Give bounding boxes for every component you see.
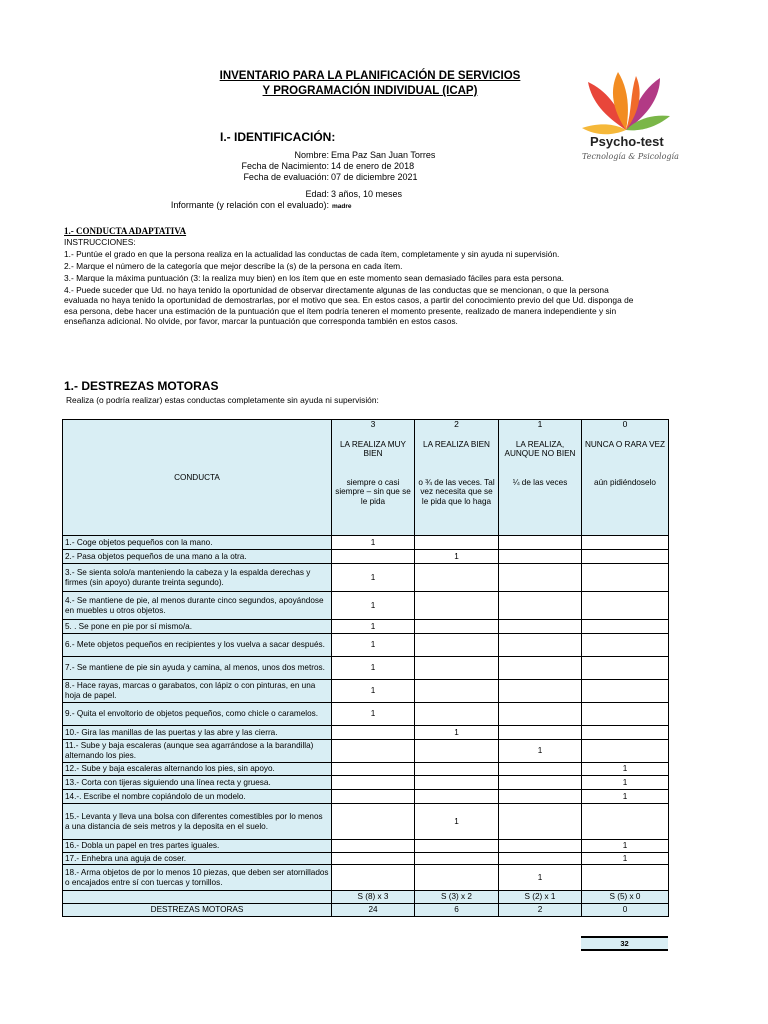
table-row — [63, 840, 669, 853]
score-cell — [582, 703, 669, 726]
item-text: 18.- Arma objetos de por lo menos 10 piezas, que deben ser atornillados o encajados entre sí con tuercas y tornillos. — [63, 865, 332, 891]
item-text: 4.- Se mantiene de pie, al menos durante cinco segundos, apoyándose en muebles u otros objetos. — [63, 592, 332, 620]
score-cell — [499, 776, 582, 790]
score-cell — [332, 865, 415, 891]
score-cell — [415, 564, 499, 592]
item-text: 2.- Pasa objetos pequeños de una mano a la otra. — [63, 550, 332, 564]
table-row — [63, 776, 669, 790]
item-text: 6.- Mete objetos pequeños en recipientes y los vuelva a sacar después. — [63, 634, 332, 657]
document-title-line1: INVENTARIO PARA LA PLANIFICACIÓN DE SERVICIOS — [219, 70, 521, 82]
id-label-age: Edad: — [305, 189, 329, 199]
score-cell — [582, 634, 669, 657]
id-value-age: 3 años, 10 meses — [331, 189, 403, 199]
score-cell — [415, 536, 499, 550]
instruction-4-line1: 4.- Puede suceder que Ud. no haya tenido la oportunidad de observar directamente algunas de las conductas que se mencionan, o que la persona — [64, 285, 609, 295]
table-row — [63, 536, 669, 550]
score-cell — [415, 740, 499, 763]
table-row — [63, 620, 669, 634]
score-cell — [499, 726, 582, 740]
formula-cell: S (8) x 3 — [332, 891, 415, 904]
column-header-2: 2 LA REALIZA BIEN o ¾ de las veces. Tal vez necesita que se le pida que lo haga — [415, 420, 499, 536]
score-cell — [332, 740, 415, 763]
score-cell — [499, 840, 582, 853]
score-cell: 1 — [332, 634, 415, 657]
table-row — [63, 804, 669, 840]
formula-row — [63, 891, 669, 904]
score-cell — [582, 657, 669, 680]
id-label-birthdate: Fecha de Nacimiento: — [241, 161, 329, 171]
logo-text: Psycho-test — [590, 134, 664, 149]
score-cell — [415, 840, 499, 853]
score-cell: 1 — [332, 703, 415, 726]
item-text: 17.- Enhebra una aguja de coser. — [63, 853, 332, 865]
id-label-informant: Informante (y relación con el evaluado): — [170, 200, 329, 210]
item-text: 15.- Levanta y lleva una bolsa con diferentes comestibles por lo menos a una distancia de seis metros y la deposita en el suelo. — [63, 804, 332, 840]
instruction-3: 3.- Marque la máxima puntuación (3: la realiza muy bien) en los ítem que en este momento sean demasiado fáciles para esta persona. — [64, 273, 564, 283]
score-cell: 1 — [415, 550, 499, 564]
score-cell — [415, 657, 499, 680]
item-text: 7.- Se mantiene de pie sin ayuda y camina, al menos, unos dos metros. — [63, 657, 332, 680]
score-cell — [332, 550, 415, 564]
score-cell — [332, 790, 415, 804]
total-cell: 24 — [332, 904, 415, 917]
score-cell — [499, 703, 582, 726]
instruction-4-line3: esa persona, debe hacer una estimación de la puntuación que el ítem podría teneren el momento presente, realizado de manera independiente y sin — [64, 306, 617, 316]
table-row — [63, 564, 669, 592]
total-cell: 6 — [415, 904, 499, 917]
psycho-test-logo — [578, 68, 679, 168]
instruction-4-line4: enseñanza adicional. No olvide, por favor, marcar la puntuación que corresponda también en estos casos. — [64, 316, 458, 326]
item-text: 12.- Sube y baja escaleras alternando los pies, sin apoyo. — [63, 763, 332, 776]
score-cell — [415, 853, 499, 865]
score-cell — [415, 620, 499, 634]
formula-cell: S (2) x 1 — [499, 891, 582, 904]
score-cell — [499, 790, 582, 804]
score-cell: 1 — [499, 740, 582, 763]
table-row — [63, 853, 669, 865]
score-cell — [499, 592, 582, 620]
score-cell — [582, 740, 669, 763]
score-cell: 1 — [415, 726, 499, 740]
score-cell: 1 — [332, 680, 415, 703]
score-cell — [582, 564, 669, 592]
score-cell: 1 — [582, 776, 669, 790]
score-cell — [499, 634, 582, 657]
document-title-line2: Y PROGRAMACIÓN INDIVIDUAL (ICAP) — [262, 85, 478, 97]
motor-skills-title: 1.- DESTREZAS MOTORAS — [64, 379, 219, 393]
score-cell — [415, 634, 499, 657]
score-cell — [499, 536, 582, 550]
conduct-header: CONDUCTA — [63, 420, 332, 536]
score-cell — [332, 776, 415, 790]
table-row — [63, 657, 669, 680]
score-cell — [499, 550, 582, 564]
logo-tagline: Tecnología & Psicología — [582, 152, 679, 161]
formula-cell: S (3) x 2 — [415, 891, 499, 904]
score-cell: 1 — [332, 536, 415, 550]
score-cell — [415, 592, 499, 620]
score-cell: 1 — [582, 790, 669, 804]
totals-row — [63, 904, 669, 917]
item-text: 11.- Sube y baja escaleras (aunque sea agarrándose a la barandilla) alternando los pies. — [63, 740, 332, 763]
column-header-3: 3 LA REALIZA MUY BIEN siempre o casi siempre – sin que se le pida — [332, 420, 415, 536]
score-cell: 1 — [582, 840, 669, 853]
item-text: 16.- Dobla un papel en tres partes iguales. — [63, 840, 332, 853]
item-text: 14.-. Escribe el nombre copiándolo de un modelo. — [63, 790, 332, 804]
score-cell — [582, 592, 669, 620]
instruction-1: 1.- Puntúe el grado en que la persona realiza en la actualidad las conductas de cada ítem, completamente y sin ayuda ni supervisión. — [64, 249, 560, 259]
score-cell — [332, 763, 415, 776]
instructions-label: INSTRUCCIONES: — [64, 237, 136, 247]
total-cell: 2 — [499, 904, 582, 917]
table-row — [63, 763, 669, 776]
table-row — [63, 550, 669, 564]
score-cell — [582, 680, 669, 703]
table-row — [63, 703, 669, 726]
table-row — [63, 592, 669, 620]
instruction-2: 2.- Marque el número de la categoría que mejor describe la (s) de la persona en cada ítem. — [64, 261, 403, 271]
table-row — [63, 680, 669, 703]
score-cell — [582, 804, 669, 840]
item-text: 5. . Se pone en pie por sí mismo/a. — [63, 620, 332, 634]
score-cell — [499, 680, 582, 703]
score-cell — [499, 564, 582, 592]
id-label-eval-date: Fecha de evaluación: — [243, 172, 329, 182]
score-cell — [332, 726, 415, 740]
score-cell — [499, 804, 582, 840]
score-cell — [332, 853, 415, 865]
column-header-0: 0 NUNCA O RARA VEZ aún pidiéndoselo — [582, 420, 669, 536]
item-text: 1.- Coge objetos pequeños con la mano. — [63, 536, 332, 550]
score-cell — [582, 620, 669, 634]
score-cell — [332, 804, 415, 840]
id-value-eval-date: 07 de diciembre 2021 — [331, 172, 418, 182]
score-cell — [415, 680, 499, 703]
score-cell — [499, 620, 582, 634]
score-cell: 1 — [332, 592, 415, 620]
score-cell: 1 — [332, 657, 415, 680]
id-value-informant: madre — [332, 203, 352, 210]
totals-label: DESTREZAS MOTORAS — [63, 904, 332, 917]
id-value-name: Ema Paz San Juan Torres — [331, 150, 436, 160]
score-cell: 1 — [415, 804, 499, 840]
score-cell — [415, 776, 499, 790]
table-row — [63, 634, 669, 657]
score-cell — [332, 840, 415, 853]
score-cell — [582, 550, 669, 564]
score-cell: 1 — [332, 564, 415, 592]
score-cell — [499, 853, 582, 865]
item-text: 9.- Quita el envoltorio de objetos pequeños, como chicle o caramelos. — [63, 703, 332, 726]
score-cell — [499, 657, 582, 680]
item-text: 8.- Hace rayas, marcas o garabatos, con lápiz o con pinturas, en una hoja de papel. — [63, 680, 332, 703]
item-text: 10.- Gira las manillas de las puertas y las abre y las cierra. — [63, 726, 332, 740]
identification-title: I.- IDENTIFICACIÓN: — [220, 130, 336, 144]
grand-total: 32 — [581, 936, 668, 951]
id-label-name: Nombre: — [294, 150, 329, 160]
score-cell: 1 — [499, 865, 582, 891]
motor-skills-subtitle: Realiza (o podría realizar) estas conductas completamente sin ayuda ni supervisión: — [66, 395, 379, 405]
score-cell — [499, 763, 582, 776]
score-cell: 1 — [582, 853, 669, 865]
score-cell — [415, 703, 499, 726]
id-value-birthdate: 14 de enero de 2018 — [331, 161, 415, 171]
table-header-row — [63, 420, 669, 536]
formula-cell: S (5) x 0 — [582, 891, 669, 904]
table-row — [63, 865, 669, 891]
score-cell — [582, 726, 669, 740]
item-text: 3.- Se sienta solo/a manteniendo la cabeza y la espalda derechas y firmes (sin apoyo) durante treinta segundo). — [63, 564, 332, 592]
score-cell — [582, 536, 669, 550]
score-cell: 1 — [332, 620, 415, 634]
score-cell: 1 — [582, 763, 669, 776]
motor-skills-table — [62, 419, 669, 917]
table-row — [63, 790, 669, 804]
score-cell — [415, 763, 499, 776]
instruction-4-line2: evaluada no haya tenido la oportunidad de demostrarlas, por el motivo que sea. En estos casos, a partir del conocimiento previo del que Ud. disponga de — [64, 295, 634, 305]
score-cell — [415, 790, 499, 804]
adaptive-conduct-title: 1.- CONDUCTA ADAPTATIVA — [64, 226, 187, 236]
total-cell: 0 — [582, 904, 669, 917]
score-cell — [415, 865, 499, 891]
item-text: 13.- Corta con tijeras siguiendo una línea recta y gruesa. — [63, 776, 332, 790]
formula-row-blank — [63, 891, 332, 904]
logo-leaves-icon — [578, 68, 674, 140]
score-cell — [582, 865, 669, 891]
table-row — [63, 726, 669, 740]
column-header-1: 1 LA REALIZA, AUNQUE NO BIEN ¼ de las veces — [499, 420, 582, 536]
table-row — [63, 740, 669, 763]
